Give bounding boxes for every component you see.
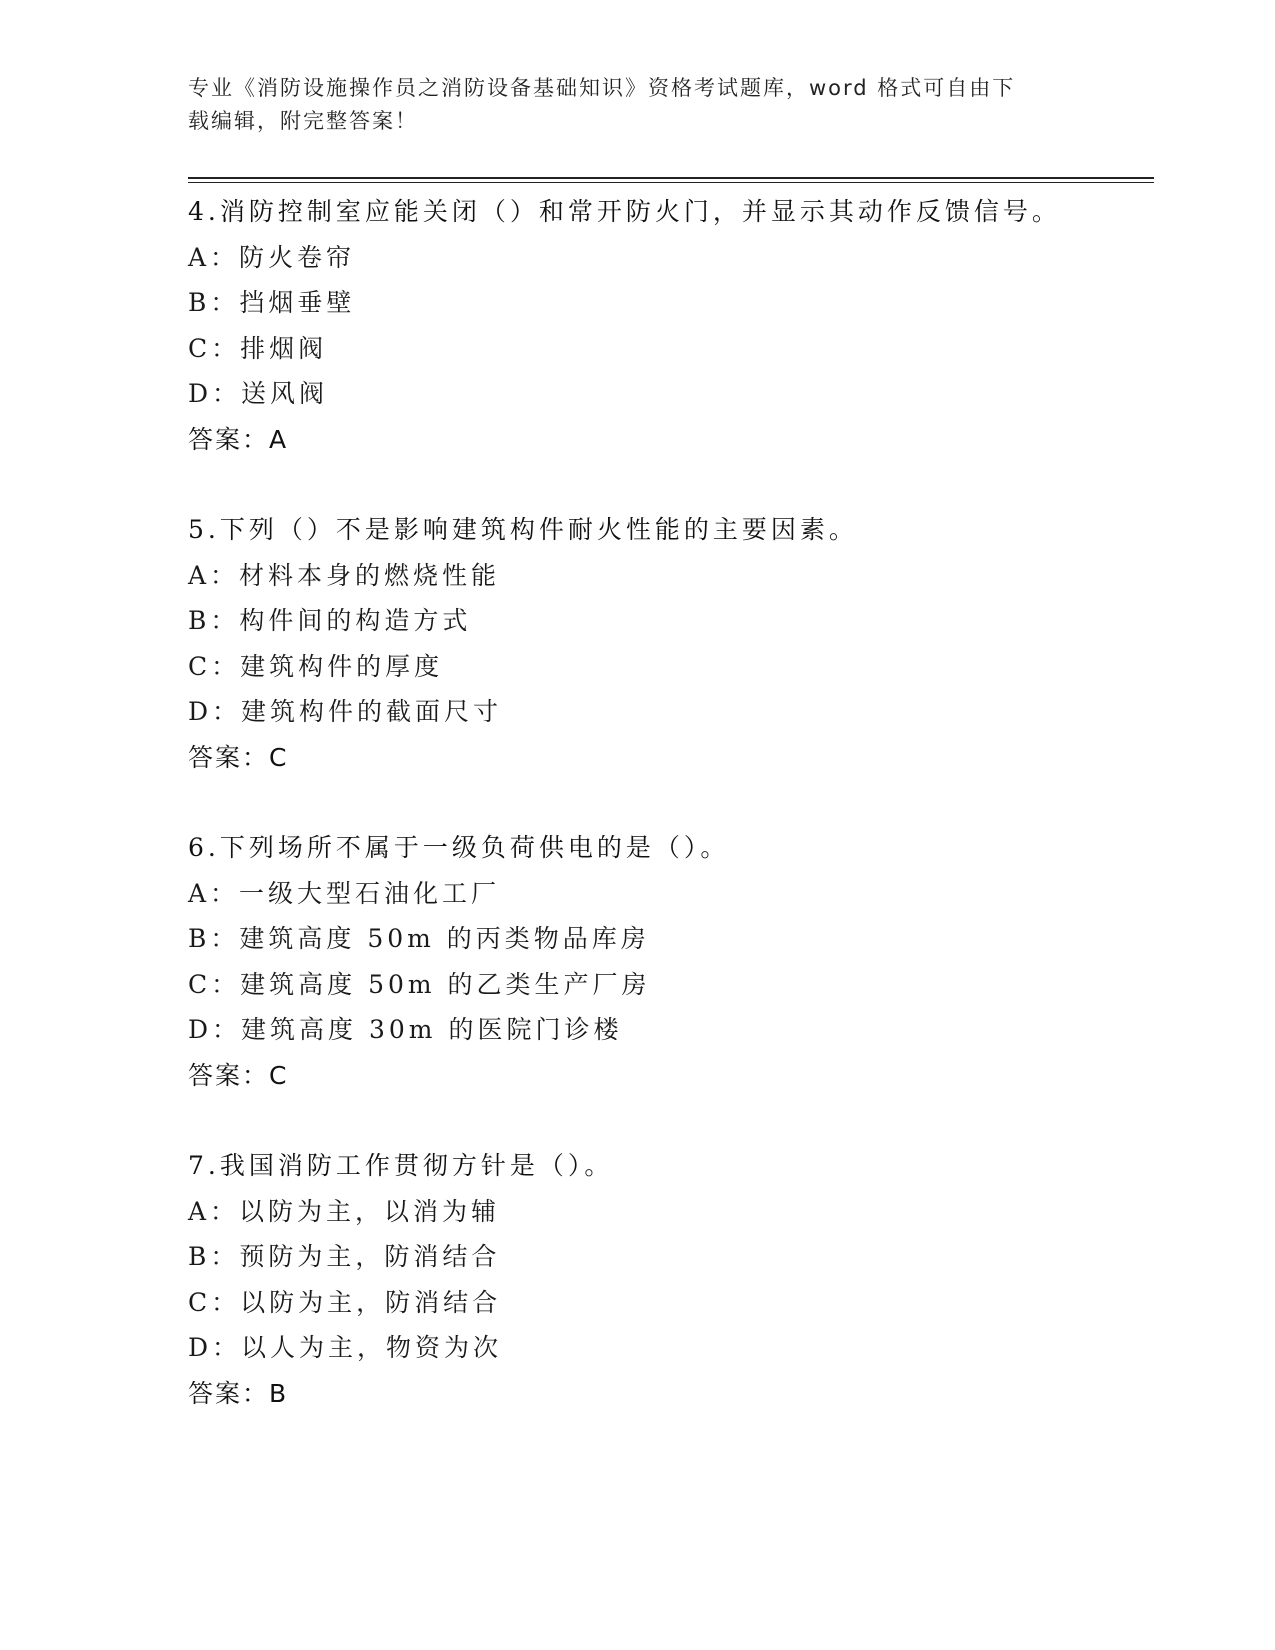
option-b: B：构件间的构造方式 — [188, 606, 472, 636]
option-c: C：建筑高度 50m 的乙类生产厂房 — [188, 969, 651, 999]
question-stem: 6.下列场所不属于一级负荷供电的是（）。 — [188, 832, 730, 862]
header-divider-thick — [188, 177, 1154, 179]
option-a: A：以防为主，以消为辅 — [188, 1196, 501, 1226]
answer: 答案：C — [188, 742, 289, 772]
answer: 答案：B — [188, 1378, 289, 1408]
option-c: C：排烟阀 — [188, 333, 328, 363]
option-c: C：以防为主，防消结合 — [188, 1287, 502, 1317]
question-4 — [188, 189, 1154, 463]
option-d: D：建筑构件的截面尺寸 — [188, 697, 503, 727]
header-divider-thin — [188, 182, 1154, 183]
option-a: A：一级大型石油化工厂 — [188, 878, 501, 908]
question-stem: 4.消防控制室应能关闭（）和常开防火门，并显示其动作反馈信号。 — [188, 197, 1061, 226]
option-d: D：以人为主，物资为次 — [188, 1333, 503, 1363]
option-a: A：材料本身的燃烧性能 — [188, 560, 501, 590]
question-5 — [188, 507, 1154, 781]
option-b: B：预防为主，防消结合 — [188, 1242, 501, 1272]
option-d: D：送风阀 — [188, 379, 329, 409]
question-stem: 5.下列（）不是影响建筑构件耐火性能的主要因素。 — [188, 514, 858, 544]
answer: 答案：A — [188, 424, 289, 454]
option-b: B：挡烟垂壁 — [188, 288, 356, 318]
option-b: B：建筑高度 50m 的丙类物品库房 — [188, 924, 650, 954]
option-d: D：建筑高度 30m 的医院门诊楼 — [188, 1015, 623, 1045]
document-header — [188, 72, 1068, 138]
question-7 — [188, 1143, 1154, 1417]
header-line-2: 载编辑，附完整答案！ — [188, 109, 418, 133]
option-c: C：建筑构件的厚度 — [188, 651, 444, 681]
answer: 答案：C — [188, 1060, 289, 1090]
option-a: A：防火卷帘 — [188, 242, 356, 272]
header-line-1: 专业《消防设施操作员之消防设备基础知识》资格考试题库，word 格式可自由下 — [188, 76, 1016, 100]
question-list — [188, 189, 1154, 1461]
question-6 — [188, 825, 1154, 1099]
question-stem: 7.我国消防工作贯彻方针是（）。 — [188, 1150, 614, 1180]
